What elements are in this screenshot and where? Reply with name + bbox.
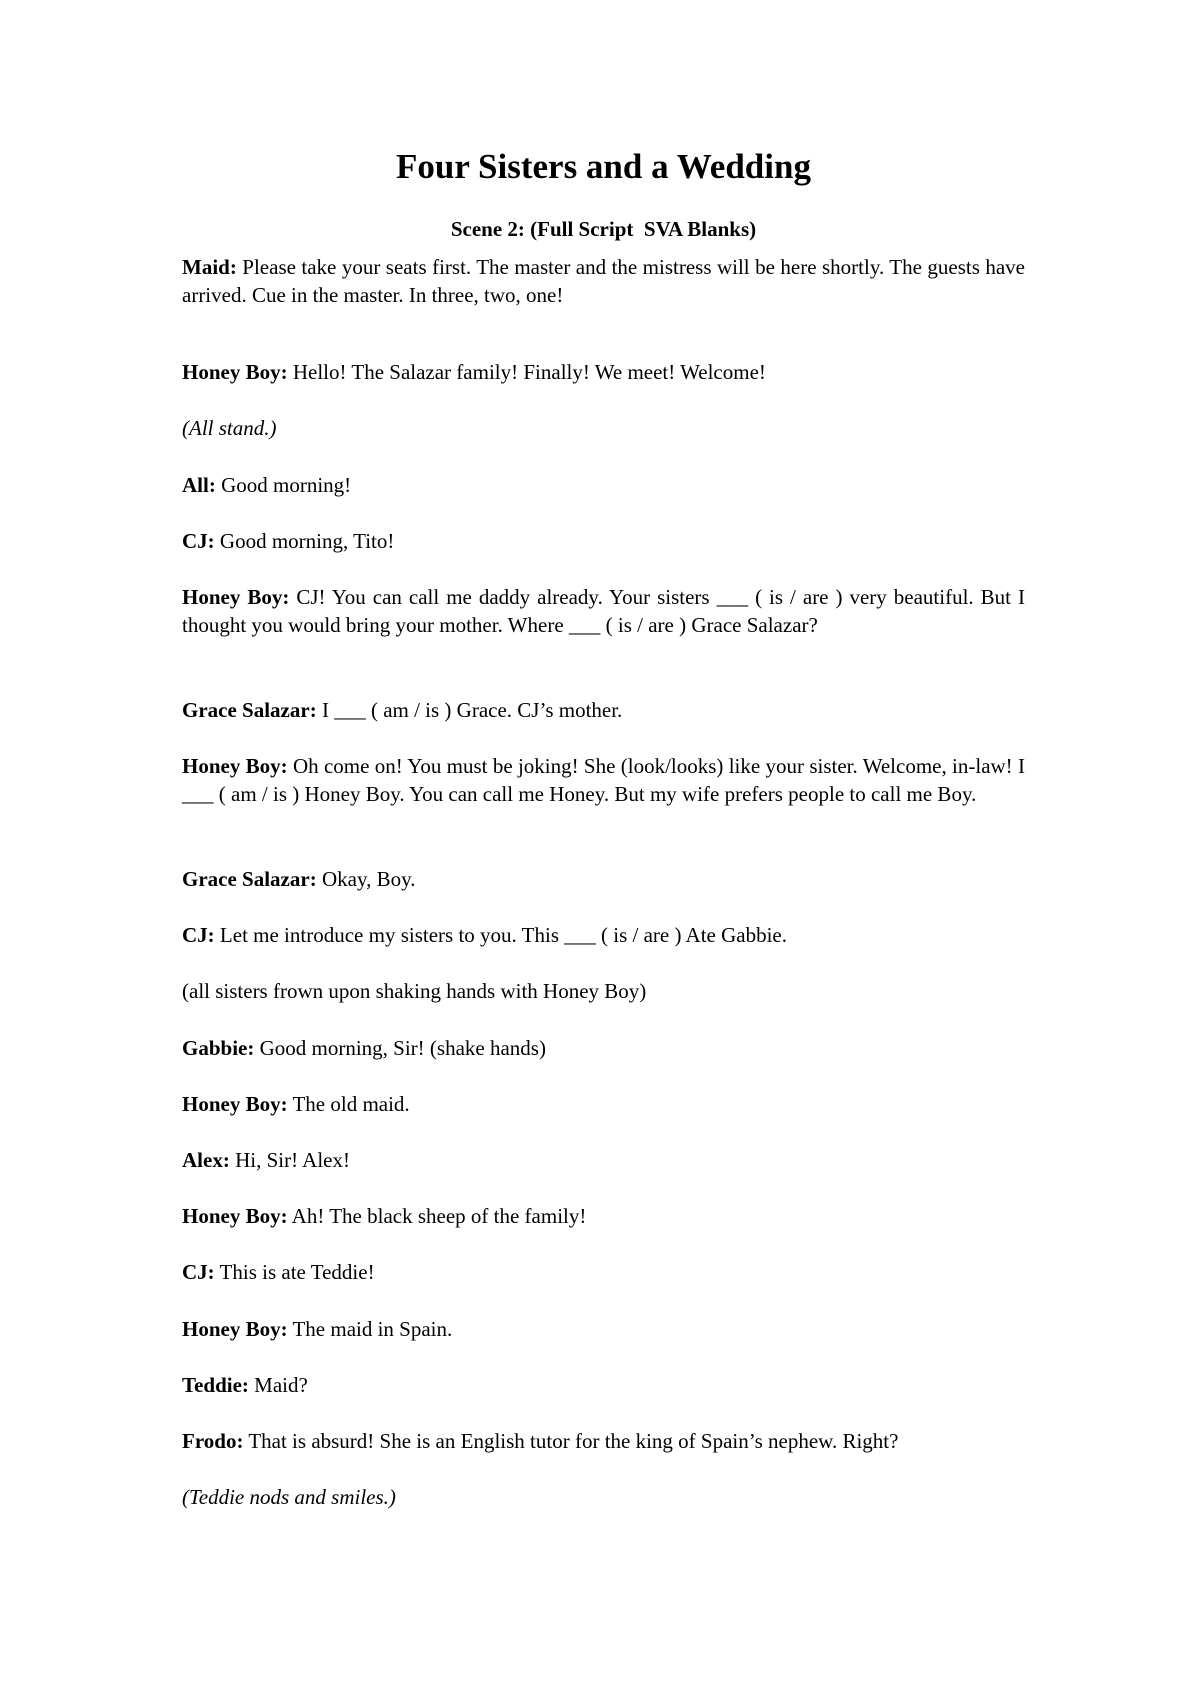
script-line [182, 1034, 1025, 1062]
script-line [182, 253, 1025, 309]
speaker-name: Grace Salazar: [182, 698, 317, 722]
dialogue-text: I ___ ( am / is ) Grace. CJ’s mother. [316, 698, 623, 722]
script-line [182, 752, 1025, 808]
speaker-name: CJ: [182, 529, 215, 553]
dialogue-text: CJ! You can call me daddy already. Your sisters ___ ( is / are ) very beautiful. But I thought you would bring your mother. Where ___ ( is / are ) Grace Salazar? [182, 585, 1025, 637]
speaker-name: Teddie: [182, 1373, 249, 1397]
dialogue-text: Ah! The black sheep of the family! [287, 1204, 587, 1228]
dialogue-text: Okay, Boy. [316, 867, 416, 891]
scene-subtitle: Scene 2: (Full Script SVA Blanks) [450, 217, 757, 241]
dialogue-text: Oh come on! You must be joking! She (look/looks) like your sister. Welcome, in-law! I ___ ( am / is ) Honey Boy. You can call me Honey. But my wife prefers people to call me Boy. [182, 754, 1025, 806]
dialogue-text: Hi, Sir! Alex! [229, 1148, 350, 1172]
script-line [182, 527, 1025, 555]
script-line [182, 921, 1025, 949]
speaker-name: Honey Boy: [182, 754, 288, 778]
dialogue-text: Please take your seats first. The master and the mistress will be here shortly. The guests have arrived. Cue in the master. In three, two, one! [182, 255, 1025, 307]
stage-direction: (Teddie nods and smiles.) [182, 1485, 396, 1509]
speaker-name: Gabbie: [182, 1036, 255, 1060]
speaker-name: CJ: [182, 1260, 215, 1284]
speaker-name: Honey Boy: [182, 585, 290, 609]
script-line [182, 471, 1025, 499]
speaker-name: Honey Boy: [182, 360, 288, 384]
dialogue-text: This is ate Teddie! [214, 1260, 375, 1284]
speaker-name: Grace Salazar: [182, 867, 317, 891]
speaker-name: Honey Boy: [182, 1092, 288, 1116]
dialogue-text: That is absurd! She is an English tutor for the king of Spain’s nephew. Right? [243, 1429, 899, 1453]
speaker-name: CJ: [182, 923, 215, 947]
speaker-name: Honey Boy: [182, 1204, 288, 1228]
script-line [182, 1427, 1025, 1455]
speaker-name: Frodo: [182, 1429, 244, 1453]
script-line [182, 1202, 1025, 1230]
dialogue-text: Let me introduce my sisters to you. This ___ ( is / are ) Ate Gabbie. [214, 923, 788, 947]
dialogue-text: Good morning, Tito! [214, 529, 395, 553]
speaker-name: Alex: [182, 1148, 230, 1172]
speaker-name: All: [182, 473, 216, 497]
speaker-name: Honey Boy: [182, 1317, 288, 1341]
dialogue-text: The maid in Spain. [287, 1317, 453, 1341]
script-line [182, 1258, 1025, 1286]
script-line [182, 1090, 1025, 1118]
stage-direction: (All stand.) [182, 416, 277, 440]
stage-direction-plain: (all sisters frown upon shaking hands with Honey Boy) [182, 979, 647, 1003]
dialogue-text: The old maid. [287, 1092, 410, 1116]
script-line [182, 1371, 1025, 1399]
script-line [182, 1315, 1025, 1343]
script-line [182, 358, 1025, 386]
script-line [182, 696, 1025, 724]
script-line [182, 1146, 1025, 1174]
dialogue-text: Good morning! [215, 473, 352, 497]
speaker-name: Maid: [182, 255, 237, 279]
dialogue-text: Hello! The Salazar family! Finally! We meet! Welcome! [287, 360, 766, 384]
script-line [182, 583, 1025, 639]
dialogue-text: Maid? [248, 1373, 308, 1397]
dialogue-text: Good morning, Sir! (shake hands) [254, 1036, 546, 1060]
document-title: Four Sisters and a Wedding [396, 147, 811, 186]
script-line [182, 865, 1025, 893]
